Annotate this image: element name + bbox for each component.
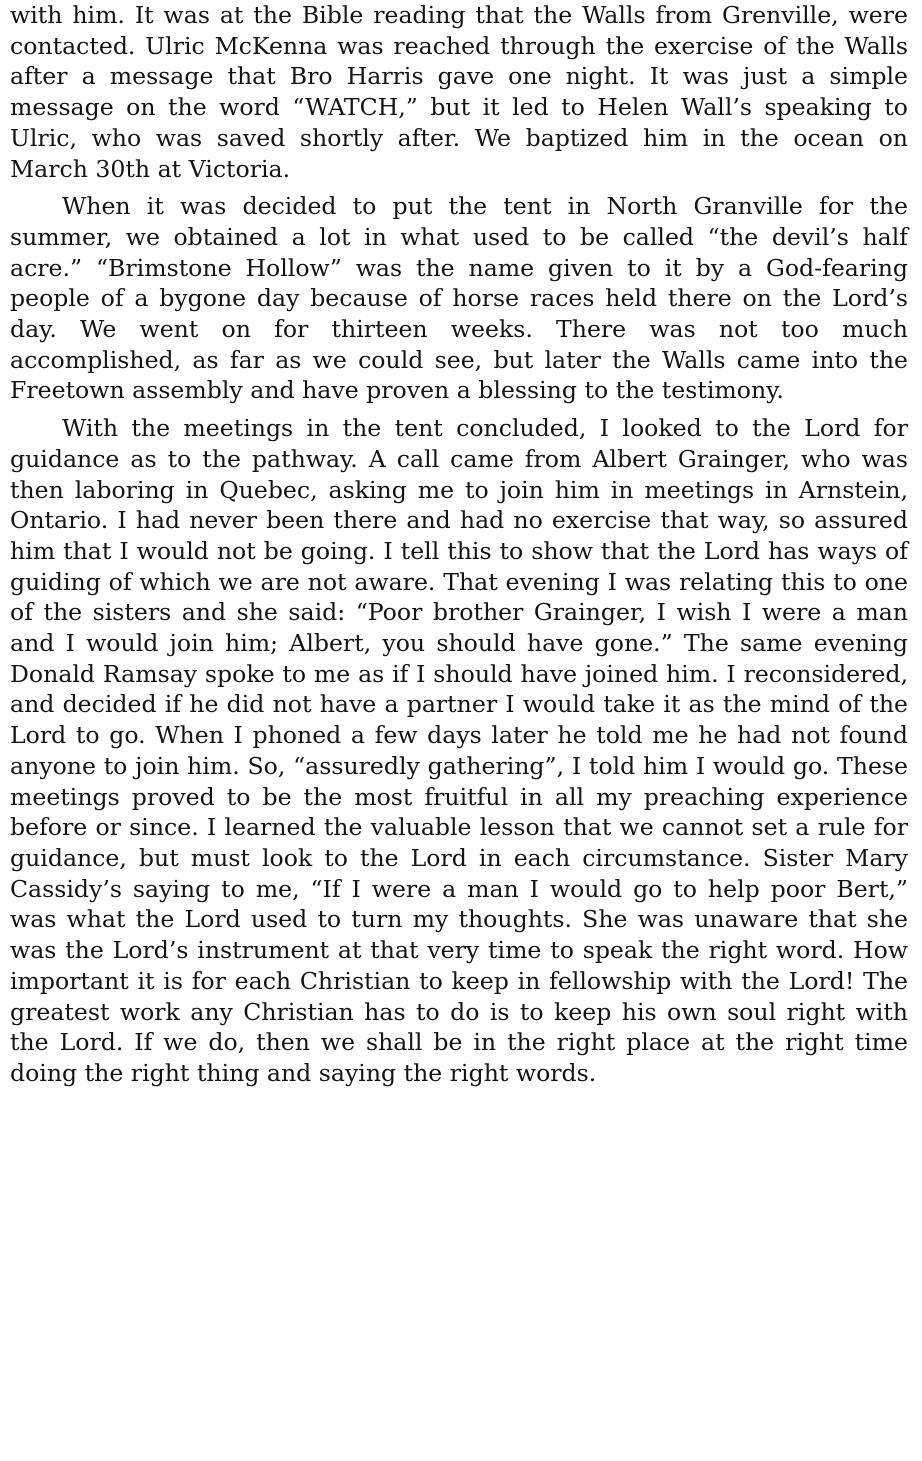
paragraph-tent-north-granville: When it was decided to put the tent in North Granville for the summer, we obtained a lot in what used to be called “the devil’s half acre.” “Brimstone Hollow” was the name given to it by a God-fearing people of a bygone day because of horse races held there on the Lord’s day. We went on for thirteen weeks. There was not too much accomplished, as far as we could see, but later the Walls came into the Freetown assembly and have proven a blessing to the testimony. <box>10 192 908 405</box>
paragraph-arnstein-meetings: With the meetings in the tent concluded, I looked to the Lord for guidance as to the pathway. A call came from Albert Grainger, who was then laboring in Quebec, asking me to join him in meetings in Arnstein, Ontario. I had never been there and had no exercise that way, so assured him that I would not be going. I tell this to show that the Lord has ways of guiding of which we are not aware. That evening I was relating this to one of the sisters and she said: “Poor brother Grainger, I wish I were a man and I would join him; Albert, you should have gone.” The same evening Donald Ramsay spoke to me as if I should have joined him. I reconsidered, and decided if he did not have a partner I would take it as the mind of the Lord to go. When I phoned a few days later he told me he had not found anyone to join him. So, “assuredly gathering”, I told him I would go. These meetings proved to be the most fruitful in all my preaching experience before or since. I learned the valuable lesson that we cannot set a rule for guidance, but must look to the Lord in each circumstance. Sister Mary Cassidy’s saying to me, “If I were a man I would go to help poor Bert,” was what the Lord used to turn my thoughts. She was unaware that she was the Lord’s instrument at that very time to speak the right word. How important it is for each Christian to keep in fellowship with the Lord! The greatest work any Christian has to do is to keep his own soul right with the Lord. If we do, then we shall be in the right place at the right time doing the right thing and saying the right words. <box>10 414 908 1087</box>
paragraph-continued: with him. It was at the Bible reading that the Walls from Grenville, were contacted. Ulric McKenna was reached through the exercise of the Walls after a message that Bro Harris gave one night. It was just a simple message on the word “WATCH,” but it led to Helen Wall’s speaking to Ulric, who was saved shortly after. We baptized him in the ocean on March 30th at Victoria. <box>10 1 908 183</box>
page-body <box>10 0 908 1096</box>
